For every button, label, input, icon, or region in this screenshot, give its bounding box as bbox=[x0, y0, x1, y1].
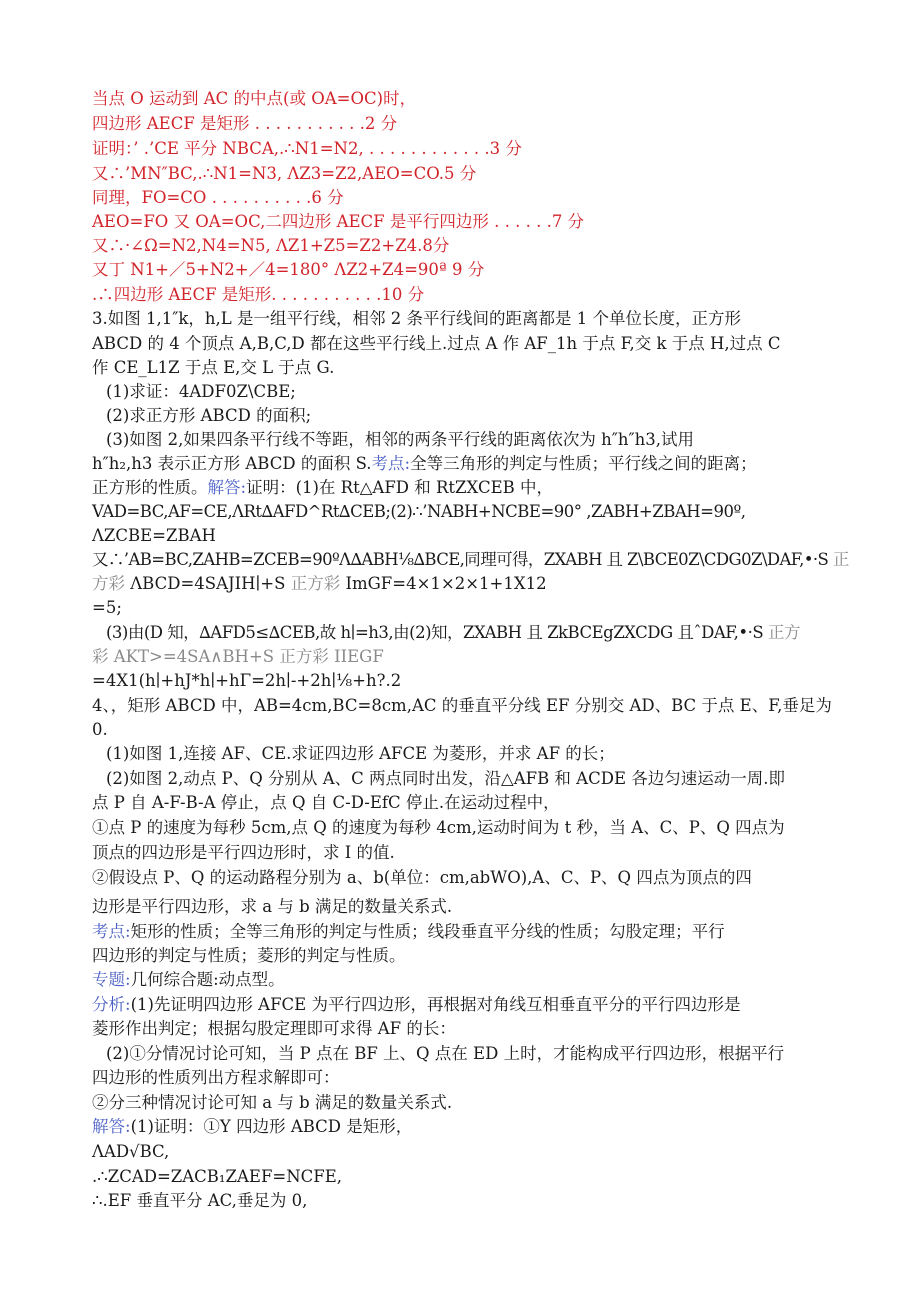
kaodian-label: 考点: bbox=[371, 454, 411, 473]
q3-sub3-cont bbox=[92, 453, 832, 475]
q4-sub2-1: (2)如图 2,动点 P、Q 分别从 A、C 两点同时出发，沿△AFB 和 ACDE 各边匀速运动一周.即 bbox=[106, 769, 785, 788]
q3-stem-1: 3.如图 1,1″k，h,L 是一组平行线，相邻 2 条平行线间的距离都是 1 个单位长度，正方形 bbox=[92, 309, 741, 328]
q4-fenxi-2: 菱形作出判定；根据勾股定理即可求得 AF 的长： bbox=[92, 1019, 456, 1038]
kaodian-text: 全等三角形的判定与性质；平行线之间的距离； bbox=[410, 454, 757, 473]
q3-sub1: (1)求证：4ADF0Z\CBE; bbox=[106, 382, 296, 401]
q4-tail-2: .∴ZCAD=ZACB₁ZAEF=NCFE, bbox=[92, 1167, 343, 1186]
q4-sub2-3: ①点 P 的速度为每秒 5cm,点 Q 的速度为每秒 4cm,运动时间为 t 秒，当 A、C、P、Q 四点为 bbox=[92, 818, 785, 837]
q4-fenxi-3: (2)①分情况讨论可知，当 P 点在 BF 上、Q 点在 ED 上时，才能构成平行四边形，根据平行 bbox=[106, 1044, 785, 1063]
q3-solution-8: =4X1(h∣+hJ*h∣+hΓ=2h∣-+2h∣⅛+h?.2 bbox=[92, 671, 402, 690]
q3-solution-4 bbox=[92, 573, 832, 595]
answer-line-3: 证明：’ .’CE 平分 NBCA,.∴N1=N2, . . . . . . . . . . . .3 分 bbox=[92, 139, 522, 158]
q4-fenxi bbox=[92, 994, 832, 1016]
q3-solution-6-gray: 正方 bbox=[763, 623, 800, 642]
q4-jieda-text: (1)证明：①Y 四边形 ABCD 是矩形， bbox=[130, 1117, 413, 1136]
q3-solution-7: 彩 AKT>=4SA∧BH+S 正方彩 IIEGF bbox=[92, 647, 384, 666]
q4-zhuanti-label: 专题: bbox=[92, 970, 131, 989]
q3-solution-4-gray-2: 正方彩 bbox=[285, 574, 341, 593]
answer-line-6: AEO=FO 又 OA=OC,二四边形 AECF 是平行四边形 . . . . . .7 分 bbox=[92, 212, 585, 231]
answer-line-4: 又∴’MN″BC,.∴N1=N3, ΛZ3=Z2,AEO=CO.5 分 bbox=[92, 164, 477, 183]
jieda-label: 解答: bbox=[207, 478, 247, 497]
q4-fenxi-text: (1)先证明四边形 AFCE 为平行四边形，再根据对角线互相垂直平分的平行四边形是 bbox=[130, 995, 741, 1014]
q3-stem-3: 作 CE_L1Z 于点 E,交 L 于点 G. bbox=[92, 358, 335, 377]
q4-tail-3: ∴.EF 垂直平分 AC,垂足为 0, bbox=[92, 1191, 308, 1210]
q4-fenxi-5: ②分三种情况讨论可知 a 与 b 满足的数量关系式. bbox=[92, 1093, 453, 1112]
q3-solution-3-text: 又∴’AB=BC,ZAHB=ZCEB=90ºΛ∆ABH⅛∆BCE,同理可得，ZXABH 且 Z\BCE0Z\CDG0Z\DAF,•·S bbox=[92, 550, 829, 569]
q3-solution-5: =5; bbox=[92, 598, 122, 617]
answer-line-5: 同理，FO=CO . . . . . . . . . .6 分 bbox=[92, 188, 344, 207]
answer-line-9: .∴四边形 AECF 是矩形. . . . . . . . . . .10 分 bbox=[92, 285, 425, 304]
q3-sub3-text: h″h₂,h3 表示正方形 ABCD 的面积 S. bbox=[92, 454, 372, 473]
q4-kaodian-cont: 四边形的判定与性质；菱形的判定与性质。 bbox=[92, 946, 406, 965]
q4-tail-1: ΛAD√BC, bbox=[92, 1142, 170, 1161]
jieda-text: 证明：(1)在 Rt△AFD 和 RtZXCEB 中， bbox=[246, 478, 554, 497]
q3-solution-1: VAD=BC,AF=CE,ΛRt∆AFD^Rt∆CEB;(2)∴’NABH+NCBE=90° ,ZABH+ZBAH=90º, bbox=[92, 502, 746, 521]
q4-zhuanti bbox=[92, 969, 832, 991]
q4-sub2-4: 顶点的四边形是平行四边形时，求 I 的值. bbox=[92, 843, 395, 862]
q4-kaodian bbox=[92, 921, 832, 943]
q3-solution-4-text: ΛBCD=4SAJIH∣+S bbox=[125, 574, 286, 593]
q4-sub2-2: 点 P 自 A-F-B-A 停止，点 Q 自 C-D-EfC 停止.在运动过程中， bbox=[92, 793, 560, 812]
q3-solution-4-gray: 方彩 bbox=[92, 574, 125, 593]
q3-sub2: (2)求正方形 ABCD 的面积; bbox=[106, 406, 312, 425]
q3-solution-3 bbox=[92, 549, 849, 571]
q3-solution-3-gray: 正 bbox=[828, 550, 849, 569]
q4-jieda bbox=[92, 1116, 832, 1138]
kaodian-cont: 正方形的性质。 bbox=[92, 478, 208, 497]
answer-line-1: 当点 O 运动到 AC 的中点(或 OA=OC)时， bbox=[92, 89, 417, 108]
q4-stem-2: 0. bbox=[92, 720, 108, 739]
answer-line-8: 又丁 N1+／5+N2+／4=180° ΛZ2+Z4=90ª 9 分 bbox=[92, 260, 485, 279]
q4-zhuanti-text: 几何综合题:动点型。 bbox=[130, 970, 285, 989]
q4-kaodian-text: 矩形的性质；全等三角形的判定与性质；线段垂直平分线的性质；勾股定理；平行 bbox=[130, 922, 725, 941]
q3-solution-6-text: (3)由(D 知，∆AFD5≤∆CEB,故 h∣=h3,由(2)知，ZXABH 且 ZkBCEgZXCDG 且ˆDAF,•·S bbox=[106, 623, 764, 642]
q3-solution-2: ΛZCBE=ZBAH bbox=[92, 526, 216, 545]
q4-fenxi-4: 四边形的性质列出方程求解即可： bbox=[92, 1068, 340, 1087]
q3-solution-6 bbox=[106, 622, 846, 644]
q4-sub1: (1)如图 1,连接 AF、CE.求证四边形 AFCE 为菱形，并求 AF 的长； bbox=[106, 744, 615, 763]
answer-line-7: 又∴·∠Ω=N2,N4=N5, ΛZ1+Z5=Z2+Z4.8分 bbox=[92, 236, 450, 255]
q3-stem-2: ABCD 的 4 个顶点 A,B,C,D 都在这些平行线上.过点 A 作 AF_1h 于点 F,交 k 于点 H,过点 C bbox=[92, 334, 781, 353]
q4-stem-1: 4、，矩形 ABCD 中，AB=4cm,BC=8cm,AC 的垂直平分线 EF 分别交 AD、BC 于点 E、F,垂足为 bbox=[92, 696, 832, 715]
q3-sub3: (3)如图 2,如果四条平行线不等距，相邻的两条平行线的距离依次为 h″h″h3,试用 bbox=[106, 430, 695, 449]
q4-sub2-6: 边形是平行四边形，求 a 与 b 满足的数量关系式. bbox=[92, 897, 453, 916]
q3-kaodian-cont bbox=[92, 477, 832, 499]
answer-line-2: 四边形 AECF 是矩形 . . . . . . . . . . .2 分 bbox=[92, 114, 398, 133]
q4-kaodian-label: 考点: bbox=[92, 922, 131, 941]
q4-jieda-label: 解答: bbox=[92, 1117, 131, 1136]
q3-solution-4-text-2: ImGF=4×1×2×1+1X12 bbox=[340, 574, 547, 593]
q4-fenxi-label: 分析: bbox=[92, 995, 131, 1014]
q4-sub2-5: ②假设点 P、Q 的运动路程分别为 a、b(单位：cm,abWO),A、C、P、Q 四点为顶点的四 bbox=[92, 868, 752, 887]
